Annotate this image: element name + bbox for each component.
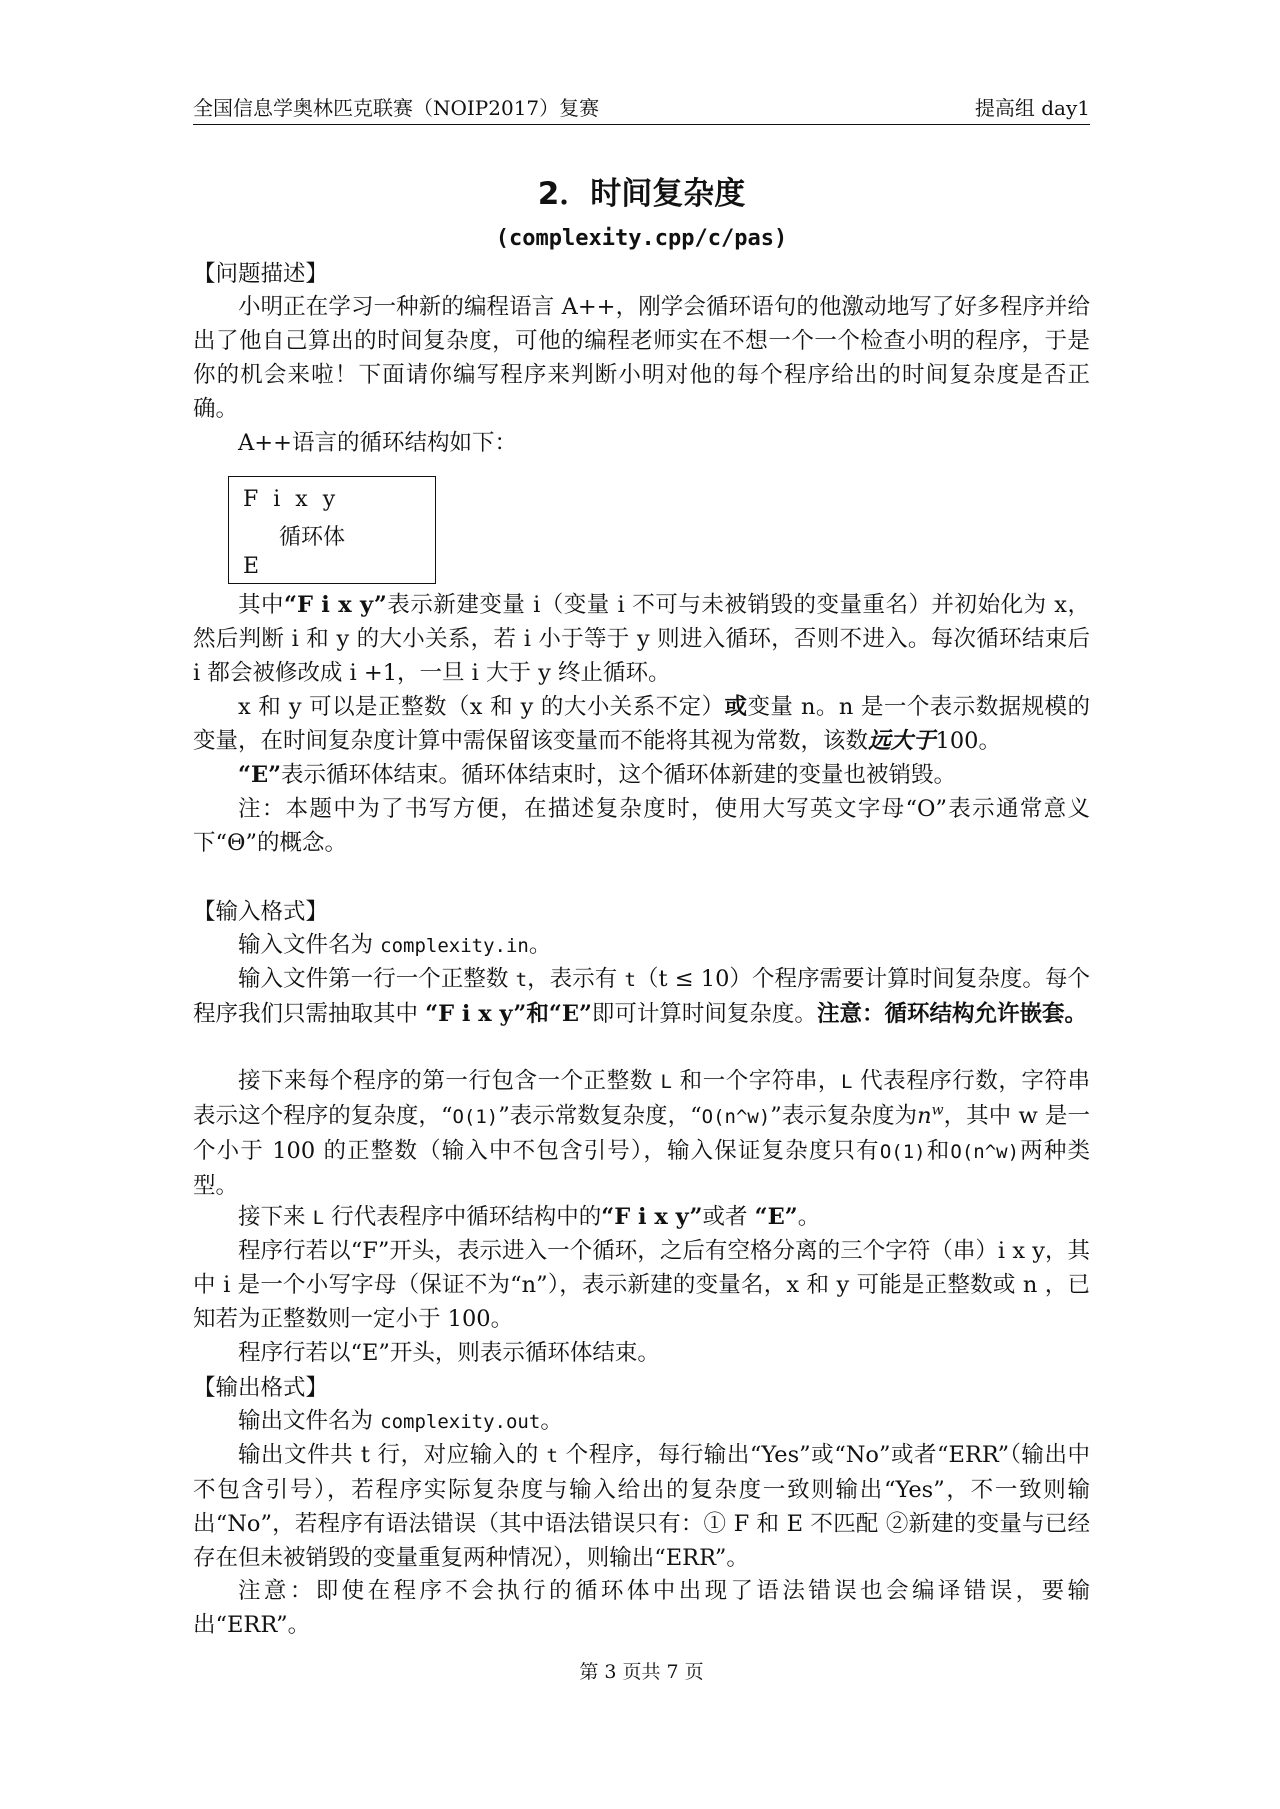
output-paragraph-2: 输出文件共 t 行，对应输入的 t 个程序，每行输出“Yes”或“No”或者“ERR”（输出中不包含引号），若程序实际复杂度与输入给出的复杂度一致则输出“Yes”，不一致则输出“No”，若程序有语法错误（其中语法错误只有：① F 和 E 不匹配 ②新建的变量与已经存在但未被销毁的变量重复两种情况），则输出“ERR”。 [193,1442,1090,1571]
description-paragraph-6: 注：本题中为了书写方便，在描述复杂度时，使用大写英文字母“O”表示通常意义下“Θ”的概念。 [193,796,1090,856]
section-heading-output: 【输出格式】 [193,1375,329,1401]
input-paragraph-4: 接下来 L 行代表程序中循环结构中的“F i x y”或者 “E”。 [238,1204,821,1230]
header-contest-name: 全国信息学奥林匹克联赛（NOIP2017）复赛 [193,96,600,120]
description-paragraph-3: 其中“F i x y”表示新建变量 i（变量 i 不可与未被销毁的变量重名）并初始化为 x，然后判断 i 和 y 的大小关系，若 i 小于等于 y 则进入循环，否则不进入。每次循环结束后 i 都会被修改成 i +1，一旦 i 大于 y 终止循环。 [193,592,1090,686]
description-paragraph-1: 小明正在学习一种新的编程语言 A++，刚学会循环语句的他激动地写了好多程序并给出了他自己算出的时间复杂度，可他的编程老师实在不想一个一个检查小明的程序，于是你的机会来啦！下面请你编写程序来判断小明对他的每个程序给出的时间复杂度是否正确。 [193,294,1090,422]
code-line-end: E [243,554,260,579]
input-paragraph-2: 输入文件第一行一个正整数 t，表示有 t（t ≤ 10）个程序需要计算时间复杂度。每个程序我们只需抽取其中 “F i x y”和“E”即可计算时间复杂度。注意：循环结构允许嵌套。 [193,966,1090,1027]
input-paragraph-1: 输入文件名为 complexity.in。 [238,932,552,958]
description-paragraph-4: x 和 y 可以是正整数（x 和 y 的大小关系不定）或变量 n。n 是一个表示数据规模的变量，在时间复杂度计算中需保留该变量而不能将其视为常数，该数远大于100。 [193,694,1090,754]
problem-title: 2．时间复杂度 [537,176,746,212]
output-paragraph-1: 输出文件名为 complexity.out。 [238,1408,563,1434]
description-paragraph-5: “E”表示循环体结束。循环体结束时，这个循环体新建的变量也被销毁。 [238,762,957,788]
section-heading-description: 【问题描述】 [193,261,329,287]
description-paragraph-2: A++语言的循环结构如下： [238,430,517,456]
input-paragraph-5: 程序行若以“F”开头，表示进入一个循环，之后有空格分离的三个字符（串）i x y，其中 i 是一个小写字母（保证不为“n”），表示新建的变量名，x 和 y 可能是正整数或 n ，已知若为正整数则一定小于 100。 [193,1238,1090,1332]
header-group: 提高组 day1 [974,96,1090,120]
problem-filename: (complexity.cpp/c/pas) [495,226,788,251]
output-paragraph-3: 注意：即使在程序不会执行的循环体中出现了语法错误也会编译错误，要输出“ERR”。 [193,1578,1090,1638]
loop-structure-box [228,476,436,584]
input-paragraph-6: 程序行若以“E”开头，则表示循环体结束。 [238,1340,660,1366]
code-line-for: F i x y [243,487,340,512]
page-number: 第 3 页共 7 页 [579,1661,704,1683]
input-paragraph-3: 接下来每个程序的第一行包含一个正整数 L 和一个字符串，L 代表程序行数，字符串表示这个程序的复杂度，“O(1)”表示常数复杂度，“O(n^w)”表示复杂度为$n^w$，其中 w 是一个小于 100 的正整数（输入中不包含引号），输入保证复杂度只有O(1)和O(n^w)两种类型。 [193,1068,1091,1199]
page-header [193,88,1090,125]
section-heading-input: 【输入格式】 [193,899,329,925]
code-line-body: 循环体 [279,525,346,550]
